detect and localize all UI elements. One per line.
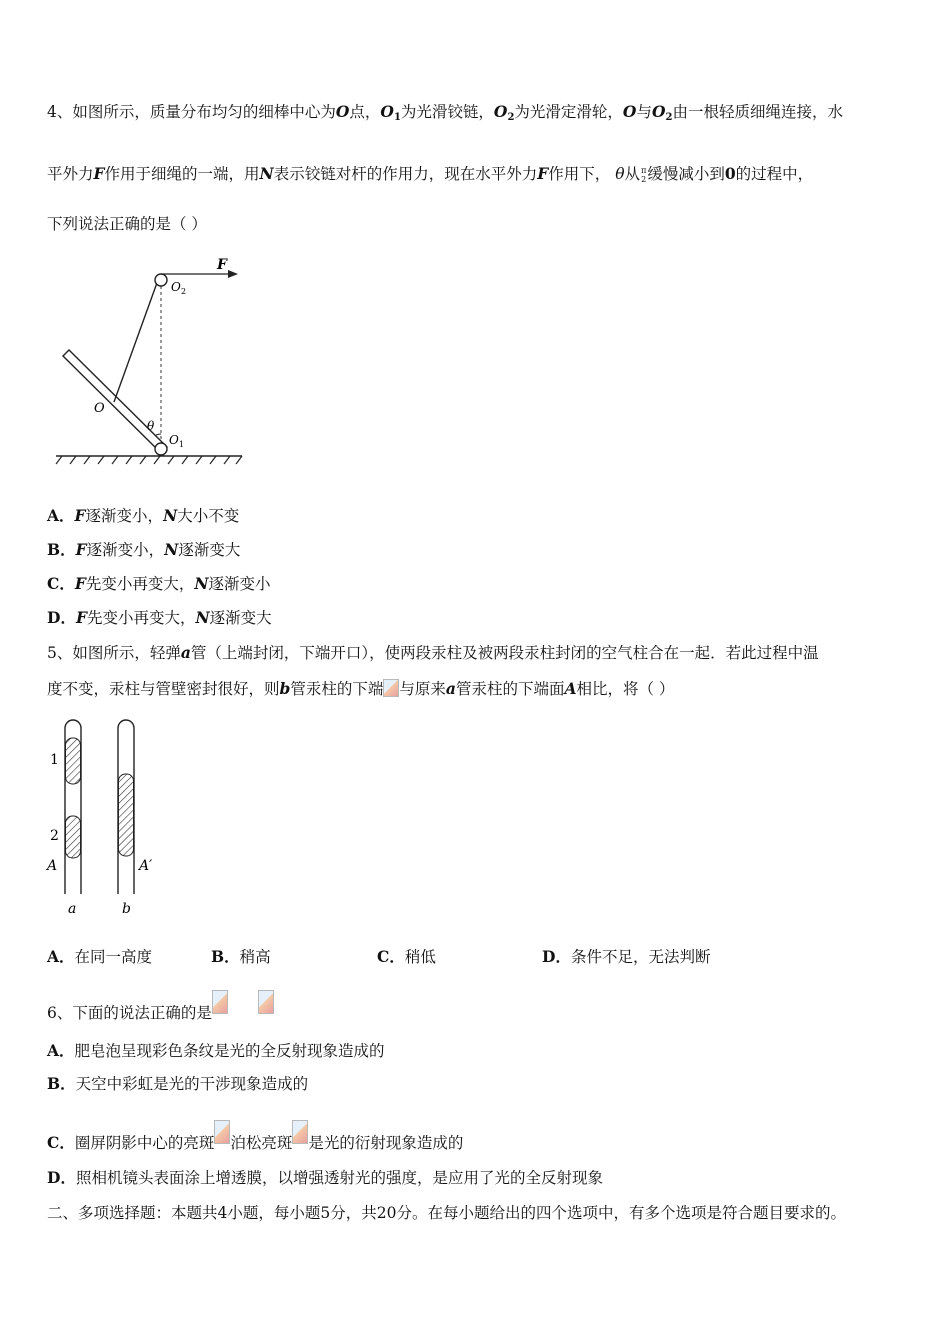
option-text: 逐渐变小，	[85, 507, 164, 525]
arrow-head-icon	[228, 270, 238, 278]
label-O: O	[94, 401, 105, 416]
q4-number: 4、	[47, 103, 73, 121]
q4-option-a[interactable]	[47, 505, 239, 527]
q4-text: 平外力	[47, 165, 94, 183]
q6-option-d[interactable]	[47, 1167, 603, 1189]
option-text: 照相机镜头表面涂上增透膜，以增强透射光的强度，是应用了光的全反射现象	[75, 1169, 603, 1187]
label-F: F	[217, 257, 227, 273]
var-O: O	[335, 102, 350, 121]
var-a: a	[180, 643, 191, 662]
q5-text: 度不变，汞柱与管壁密封很好，则	[47, 680, 280, 698]
label-a: a	[68, 901, 77, 917]
pulley-icon	[155, 274, 167, 286]
mercury-column-1	[66, 738, 81, 784]
q4-line3	[47, 213, 207, 235]
section-2-text: 二、多项选择题：本题共4小题，每小题5分，共20分。在每小题给出的四个选项中，有多个选项是符合题目要求的。	[47, 1204, 846, 1222]
option-letter: D．	[542, 947, 571, 966]
option-text: 大小不变	[177, 507, 240, 525]
q4-text: 的过程中，	[735, 165, 814, 183]
subscript: 1	[393, 112, 401, 123]
var-F: F	[74, 574, 86, 593]
label-A: A	[47, 858, 58, 874]
q4-text: 如图所示，质量分布均匀的细棒中心为	[72, 103, 336, 121]
label-O2-sub: 2	[181, 287, 187, 296]
subscript: 2	[665, 112, 673, 123]
q6-option-b[interactable]	[47, 1073, 308, 1095]
var-theta: θ	[615, 165, 625, 183]
q5-text: 5、如图所示，轻弹	[47, 644, 181, 662]
q4-text: 为光滑铰链，	[400, 103, 494, 121]
option-letter: D．	[47, 608, 76, 627]
option-text: 稍低	[404, 948, 436, 966]
var-N: N	[195, 608, 210, 627]
broken-image-icon	[214, 1120, 230, 1144]
var-O2: O	[651, 102, 666, 121]
option-text: 逐渐变小，	[86, 541, 165, 559]
var-O: O	[622, 102, 637, 121]
hinge-icon	[155, 443, 167, 455]
q5-option-a[interactable]	[47, 946, 152, 968]
q6-stem	[47, 990, 274, 1024]
var-O2: O	[493, 102, 508, 121]
q5-text: 管汞柱的下端面	[455, 680, 565, 698]
q5-line2	[47, 678, 674, 700]
var-N: N	[194, 574, 209, 593]
option-letter: B．	[47, 1074, 76, 1093]
option-text: 泊松亮斑	[230, 1134, 293, 1152]
label-b: b	[122, 901, 131, 917]
option-letter: C．	[377, 947, 405, 966]
subscript: 2	[507, 112, 515, 123]
q4-option-d[interactable]	[47, 607, 272, 629]
option-letter: B．	[211, 947, 240, 966]
q4-text: 作用下，	[548, 165, 611, 183]
q4-line1	[47, 101, 843, 129]
option-text: 在同一高度	[74, 948, 153, 966]
q4-text: 下列说法正确的是（ ）	[47, 215, 207, 233]
q4-text: 由一根轻质细绳连接，水	[672, 103, 843, 121]
option-text: 肥皂泡呈现彩色条纹是光的全反射现象造成的	[74, 1042, 385, 1060]
broken-image-icon	[383, 679, 399, 697]
q5-option-d[interactable]	[542, 946, 710, 968]
var-F: F	[74, 506, 86, 525]
option-text: 是光的衍射现象造成的	[308, 1134, 464, 1152]
q5-line1	[47, 642, 819, 664]
var-N: N	[259, 164, 274, 183]
angle-arc	[156, 434, 161, 435]
fraction-pi-over-2	[641, 166, 646, 184]
section-2-heading	[47, 1202, 846, 1224]
mercury-column-b	[119, 774, 134, 856]
label-2: 2	[50, 828, 59, 844]
numerator: π	[641, 166, 647, 175]
label-theta: θ	[147, 419, 155, 433]
ground-hatch	[56, 456, 242, 464]
q5-figure	[40, 712, 170, 922]
var-a: a	[445, 679, 456, 698]
var-F: F	[93, 164, 105, 183]
q4-text: 从	[624, 165, 641, 183]
q5-option-c[interactable]	[377, 946, 436, 968]
option-text: 圈屏阴影中心的亮斑	[74, 1134, 215, 1152]
var-A: A	[564, 679, 577, 698]
option-letter: A．	[47, 506, 75, 525]
option-text: 先变小再变大，	[85, 575, 195, 593]
q5-text: 管（上端封闭，下端开口），使两段汞柱及被两段汞柱封闭的空气柱合在一起．若此过程中温	[190, 644, 819, 662]
broken-image-icon	[292, 1120, 308, 1144]
q6-option-c[interactable]	[47, 1120, 463, 1154]
broken-image-icon	[258, 990, 274, 1014]
option-letter: A．	[47, 1041, 75, 1060]
q4-line2	[47, 163, 813, 185]
rope	[114, 280, 158, 402]
q6-option-a[interactable]	[47, 1040, 385, 1062]
option-text: 逐渐变大	[178, 541, 241, 559]
q5-option-b[interactable]	[211, 946, 271, 968]
option-letter: B．	[47, 540, 76, 559]
option-letter: C．	[47, 574, 75, 593]
q4-option-c[interactable]	[47, 573, 271, 595]
q4-text: 与	[636, 103, 652, 121]
option-text: 天空中彩虹是光的干涉现象造成的	[75, 1075, 309, 1093]
var-b: b	[279, 679, 291, 698]
option-text: 逐渐变大	[209, 609, 272, 627]
var-N: N	[163, 506, 178, 525]
var-O1: O	[380, 102, 394, 121]
var-F: F	[75, 540, 87, 559]
option-letter: C．	[47, 1133, 75, 1152]
mercury-column-2	[66, 816, 81, 858]
q5-text: 与原来	[399, 680, 446, 698]
option-letter: A．	[47, 947, 75, 966]
option-text: 条件不足，无法判断	[570, 948, 711, 966]
option-letter: D．	[47, 1168, 76, 1187]
q4-figure	[50, 250, 250, 470]
var-N: N	[164, 540, 179, 559]
q6-text: 6、下面的说法正确的是	[47, 1004, 212, 1022]
q4-text: 表示铰链对杆的作用力，现在水平外力	[273, 165, 538, 183]
q4-text: 点，	[349, 103, 381, 121]
label-1: 1	[50, 752, 59, 768]
option-text: 逐渐变小	[208, 575, 271, 593]
var-F: F	[75, 608, 87, 627]
option-text: 先变小再变大，	[86, 609, 196, 627]
q4-text: 作用于细绳的一端，用	[104, 165, 260, 183]
label-A-prime: A′	[139, 858, 153, 874]
q4-text: 为光滑定滑轮，	[514, 103, 623, 121]
label-O1-sub: 1	[179, 440, 185, 449]
q5-text: 管汞柱的下端	[290, 680, 384, 698]
label-O2: O	[171, 280, 181, 294]
denominator: 2	[641, 175, 647, 184]
option-text: 稍高	[239, 948, 271, 966]
var-F: F	[537, 164, 549, 183]
q4-text: 缓慢减小到	[647, 165, 725, 183]
q5-text: 相比，将（ ）	[576, 680, 675, 698]
value-zero: 0	[724, 164, 736, 183]
q4-option-b[interactable]	[47, 539, 240, 561]
rod	[63, 350, 167, 453]
label-O1: O	[169, 433, 179, 447]
broken-image-icon	[212, 990, 228, 1014]
